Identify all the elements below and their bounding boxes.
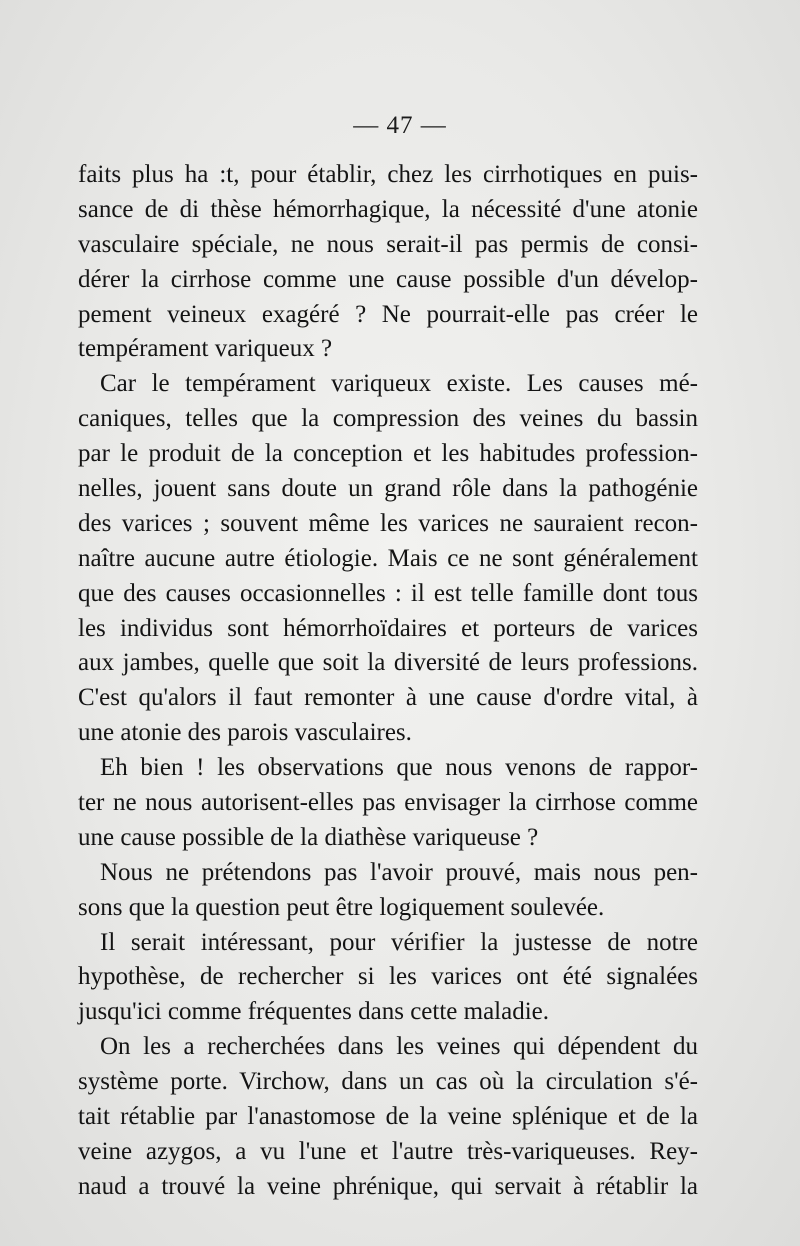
- text-line: sons que la question peut être logiquement soulevée.: [78, 893, 605, 921]
- body-text: [78, 158, 698, 1205]
- text-line: faits plus ha :t, pour établir, chez les cirrhotiques en puis-: [78, 161, 698, 188]
- text-line: une cause possible de la diathèse variqueuse ?: [78, 823, 539, 851]
- text-line: veine azygos, a vu l'une et l'autre très-variqueuses. Rey-: [78, 1137, 698, 1165]
- text-line: Car le tempérament variqueux existe. Les causes mé-: [100, 370, 698, 398]
- text-line: tait rétablie par l'anastomose de la veine splénique et de la: [78, 1103, 698, 1131]
- text-line: On les a recherchées dans les veines qui dépendent du: [100, 1033, 698, 1061]
- text-line: Eh bien ! les observations que nous venons de rappor-: [100, 754, 698, 782]
- text-line: vasculaire spéciale, ne nous serait-il pas permis de consi-: [78, 230, 698, 258]
- text-line: naud a trouvé la veine phrénique, qui servait à rétablir la: [78, 1172, 698, 1200]
- text-line: naître aucune autre étiologie. Mais ce ne sont généralement: [78, 544, 698, 572]
- text-line: jusqu'ici comme fréquentes dans cette maladie.: [78, 998, 549, 1026]
- text-line: des varices ; souvent même les varices ne sauraient recon-: [78, 509, 698, 537]
- text-line: Nous ne prétendons pas l'avoir prouvé, mais nous pen-: [100, 858, 698, 886]
- page-number: — 47 —: [353, 112, 447, 139]
- text-line: C'est qu'alors il faut remonter à une cause d'ordre vital, à: [78, 684, 698, 712]
- text-line: hypothèse, de rechercher si les varices ont été signalées: [78, 963, 698, 991]
- text-line: les individus sont hémorrhoïdaires et porteurs de varices: [78, 614, 698, 642]
- text-line: caniques, telles que la compression des veines du bassin: [78, 405, 698, 433]
- text-line: par le produit de la conception et les habitudes profession-: [78, 440, 698, 468]
- text-line: pement veineux exagéré ? Ne pourrait-elle pas créer le: [78, 300, 698, 328]
- text-line: ter ne nous autorisent-elles pas envisager la cirrhose comme: [78, 789, 698, 817]
- text-line: sance de di thèse hémorrhagique, la nécessité d'une atonie: [78, 195, 698, 223]
- text-line: système porte. Virchow, dans un cas où la circulation s'é-: [78, 1068, 698, 1096]
- text-line: nelles, jouent sans doute un grand rôle dans la pathogénie: [78, 475, 698, 503]
- text-line: dérer la cirrhose comme une cause possible d'un dévelop-: [78, 265, 698, 293]
- text-line: aux jambes, quelle que soit la diversité de leurs professions.: [78, 649, 698, 677]
- text-line: tempérament variqueux ?: [78, 335, 333, 363]
- text-line: que des causes occasionnelles : il est telle famille dont tous: [78, 579, 698, 607]
- text-line: Il serait intéressant, pour vérifier la justesse de notre: [100, 928, 698, 956]
- text-line: une atonie des parois vasculaires.: [78, 719, 412, 747]
